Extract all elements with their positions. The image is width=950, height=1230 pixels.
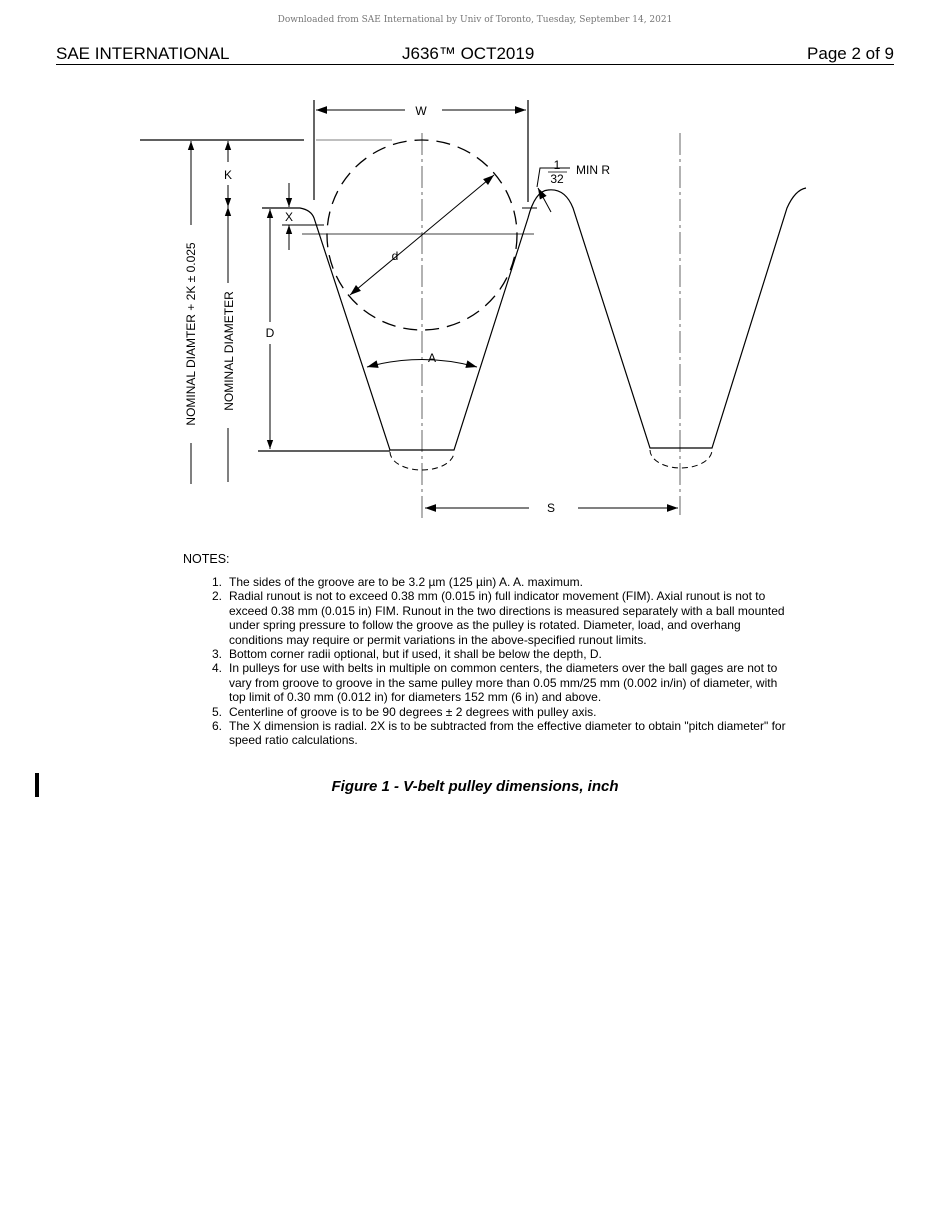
- figure-caption: Figure 1 - V-belt pulley dimensions, inch: [331, 778, 619, 795]
- label-spacing-s: S: [546, 501, 556, 515]
- construction-lines: [327, 133, 712, 518]
- label-min-r: MIN R: [576, 163, 610, 177]
- label-d-ball: d: [391, 249, 399, 263]
- radius-fraction-numerator: 1: [553, 158, 561, 172]
- note-item: [207, 661, 797, 704]
- note-number: 2.: [212, 589, 223, 604]
- note-number: 3.: [212, 647, 223, 662]
- note-number: 1.: [212, 575, 223, 589]
- notes-list: [207, 575, 797, 748]
- note-text: The X dimension is radial. 2X is to be subtracted from the effective diameter to obtain "pitch diameter" for speed ratio calculations.: [229, 719, 786, 748]
- note-item: [207, 589, 797, 647]
- groove-profile: [140, 100, 806, 451]
- header-publisher: SAE INTERNATIONAL: [56, 44, 230, 63]
- radius-fraction-denominator: 32: [550, 172, 564, 186]
- note-number: 6.: [212, 719, 223, 734]
- label-x: X: [284, 210, 294, 224]
- note-item: [207, 647, 797, 661]
- label-nominal-diameter-plus-2k: NOMINAL DIAMTER + 2K ± 0.025: [184, 242, 198, 426]
- label-nominal-diameter: NOMINAL DIAMETER: [222, 291, 236, 411]
- note-text: Radial runout is not to exceed 0.38 mm (0.015 in) full indicator movement (FIM). Axial runout is not to exceed 0.38 mm (0.015 in) FIM. Runout in the two directions is measured separately with a ball mounted under spring pressure to follow the groove as the pulley is rotated. Diameter, load, and overhang conditions may require or permit variations in the above-specified runout limits.: [229, 589, 785, 647]
- note-item: [207, 575, 797, 589]
- label-k: K: [223, 168, 233, 182]
- note-text: In pulleys for use with belts in multiple on common centers, the diameters over the ball gages are not to vary from groove to groove in the same pulley more than 0.05 mm/25 mm (0.002 in/in) of diameter, with top limit of 0.30 mm (0.012 in) for diameters 152 mm (6 in) and above.: [229, 661, 778, 705]
- notes-heading: NOTES:: [183, 552, 230, 566]
- label-angle-a: A: [427, 351, 437, 365]
- note-text: The sides of the groove are to be 3.2 µm (125 µin) A. A. maximum.: [229, 575, 583, 589]
- note-text: Bottom corner radii optional, but if used, it shall be below the depth, D.: [229, 647, 602, 662]
- note-number: 5.: [212, 704, 223, 719]
- download-notice: Downloaded from SAE International by Univ of Toronto, Tuesday, September 14, 2021: [277, 15, 673, 25]
- note-item: [207, 705, 797, 719]
- note-text: Centerline of groove is to be 90 degrees ± 2 degrees with pulley axis.: [229, 704, 597, 719]
- note-number: 4.: [212, 661, 223, 676]
- label-w: W: [415, 104, 427, 118]
- header-page-number: Page 2 of 9: [807, 44, 894, 63]
- header-document-id: J636™ OCT2019: [402, 44, 535, 63]
- dimension-labels: [184, 104, 610, 515]
- note-item: [207, 719, 797, 748]
- label-depth-d: D: [265, 326, 275, 340]
- v-belt-pulley-figure: [0, 0, 950, 540]
